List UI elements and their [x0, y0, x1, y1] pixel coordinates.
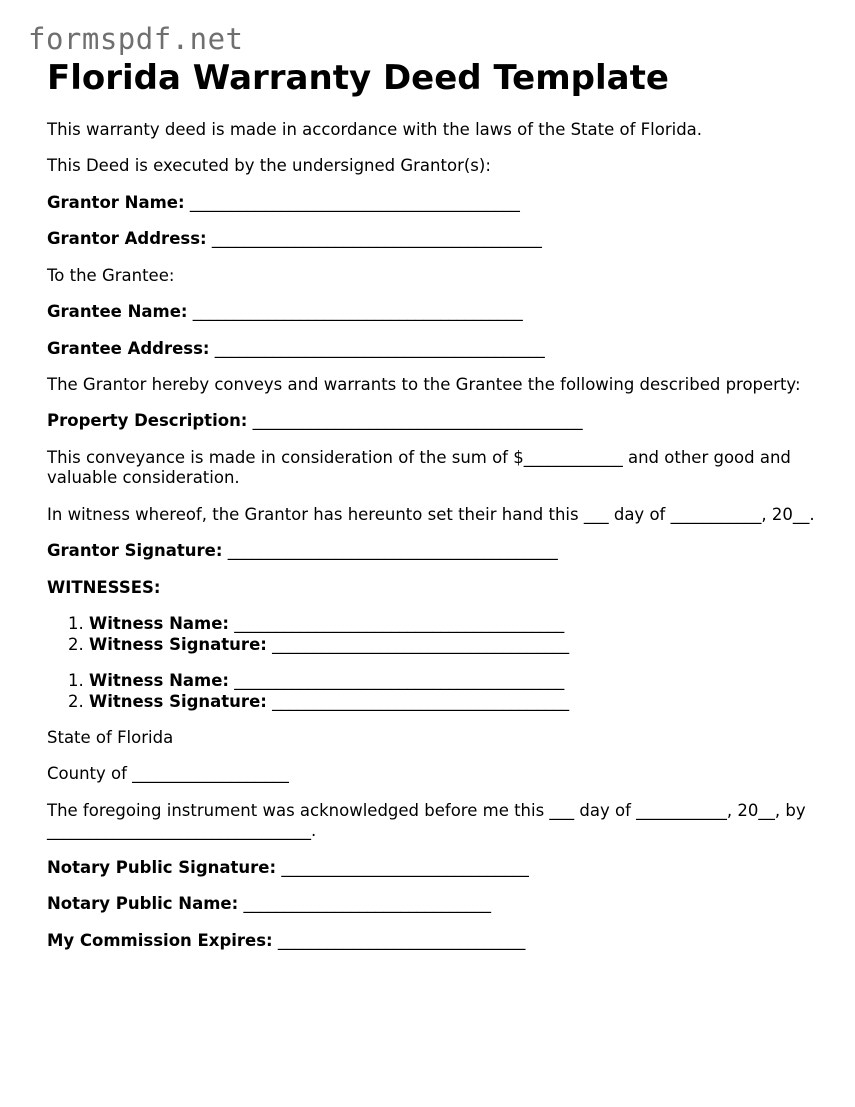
property-description-label: Property Description: [47, 411, 248, 431]
grantor-address-label: Grantor Address: [47, 229, 207, 249]
state-paragraph: State of Florida [47, 727, 174, 747]
notary-name-label: Notary Public Name: [47, 894, 239, 914]
witness-whereof-paragraph: In witness whereof, the Grantor has hereunto set their hand this ___ day of ___________, 20__. [47, 504, 815, 524]
witness-signature-label: Witness Signature: [89, 634, 267, 654]
notary-signature-field [47, 858, 817, 878]
grantee-name-label: Grantee Name: [47, 302, 188, 322]
grantor-signature-blank[interactable]: ________________________________________ [227, 541, 558, 561]
witnesses-heading: WITNESSES: [47, 577, 161, 597]
to-grantee-paragraph: To the Grantee: [47, 265, 175, 285]
grantee-address-blank[interactable]: ________________________________________ [214, 338, 545, 358]
acknowledged-paragraph: The foregoing instrument was acknowledged before me this ___ day of ___________, 20__, by ________________________________. [47, 800, 806, 841]
commission-expires-field [47, 931, 817, 951]
conveys-paragraph: The Grantor hereby conveys and warrants to the Grantee the following described property: [47, 374, 801, 394]
grantor-name-blank[interactable]: ________________________________________ [189, 192, 520, 212]
witness-name-item [89, 671, 817, 691]
witness-list-2 [47, 671, 817, 712]
property-description-blank[interactable]: ________________________________________ [252, 411, 583, 431]
consideration-paragraph: This conveyance is made in consideration of the sum of $____________ and other good and valuable consideration. [47, 447, 791, 488]
notary-name-blank[interactable]: ______________________________ [243, 894, 491, 914]
executed-by-paragraph: This Deed is executed by the undersigned Grantor(s): [47, 156, 491, 176]
commission-expires-label: My Commission Expires: [47, 930, 273, 950]
witness-signature-blank[interactable]: ____________________________________ [272, 691, 570, 711]
grantor-address-blank[interactable]: ________________________________________ [211, 229, 542, 249]
grantor-address-field [47, 229, 817, 249]
grantor-name-label: Grantor Name: [47, 192, 185, 212]
grantee-address-label: Grantee Address: [47, 338, 210, 358]
county-paragraph: County of ___________________ [47, 764, 289, 784]
notary-signature-blank[interactable]: ______________________________ [281, 857, 529, 877]
commission-expires-blank[interactable]: ______________________________ [277, 930, 526, 950]
witness-name-blank[interactable]: ________________________________________ [234, 614, 565, 634]
witness-signature-item [89, 635, 817, 655]
witness-name-label: Witness Name: [89, 671, 229, 691]
witness-name-label: Witness Name: [89, 614, 229, 634]
grantee-name-blank[interactable]: ________________________________________ [192, 302, 523, 322]
grantor-signature-label: Grantor Signature: [47, 541, 223, 561]
witness-signature-item [89, 692, 817, 712]
grantor-signature-field [47, 541, 817, 561]
witness-signature-label: Witness Signature: [89, 691, 267, 711]
grantor-name-field [47, 193, 817, 213]
grantee-name-field [47, 302, 817, 322]
witness-name-item [89, 614, 817, 634]
notary-signature-label: Notary Public Signature: [47, 857, 277, 877]
page-title: Florida Warranty Deed Template [47, 58, 669, 98]
witness-name-blank[interactable]: ________________________________________ [234, 671, 565, 691]
property-description-field [47, 411, 817, 431]
notary-name-field [47, 894, 817, 914]
witness-signature-blank[interactable]: ____________________________________ [272, 634, 570, 654]
grantee-address-field [47, 339, 817, 359]
watermark: formspdf.net [28, 22, 244, 56]
witness-list-1 [47, 614, 817, 655]
document-body [47, 58, 817, 967]
intro-paragraph: This warranty deed is made in accordance with the laws of the State of Florida. [47, 119, 703, 139]
